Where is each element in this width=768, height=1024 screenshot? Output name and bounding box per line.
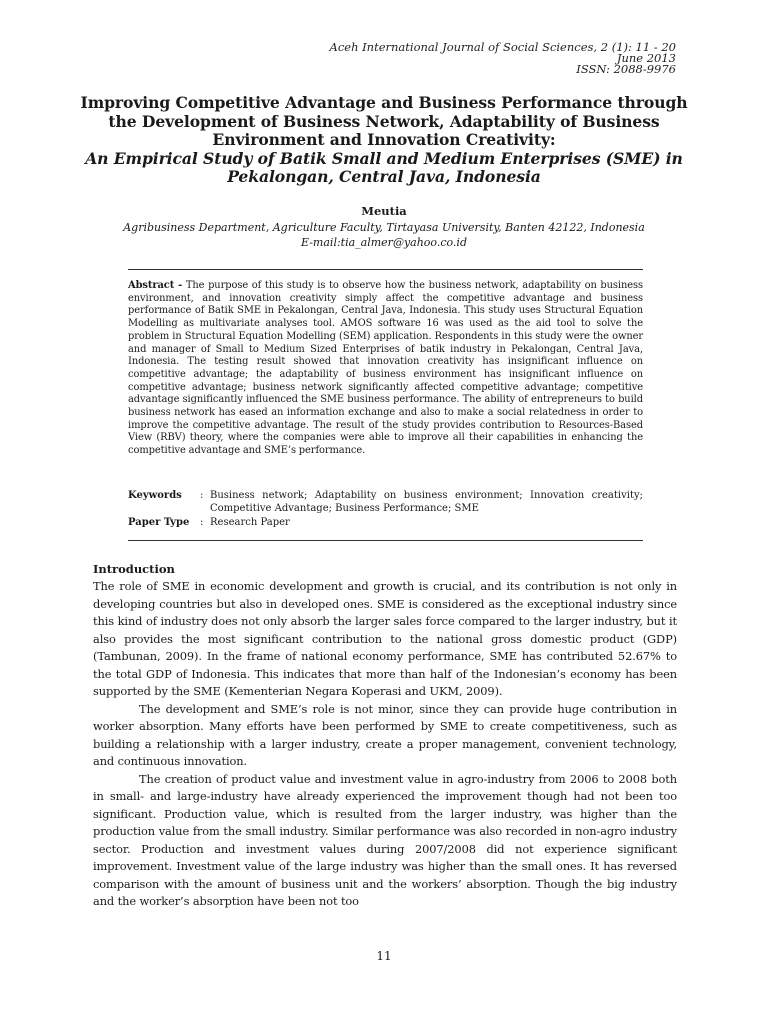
paragraph: The development and SME’s role is not minor, since they can provide huge contribution in worker absorption. Many efforts have been performed by SME to create competitiveness, such as building a relationship with a larger industry, create a proper management, convenient technology, and continuous innovation.	[93, 701, 677, 768]
paper-type-label: Paper Type	[128, 517, 190, 528]
page-number: 11	[376, 949, 392, 963]
introduction-heading: Introduction	[93, 562, 175, 576]
abstract-top-rule	[128, 269, 643, 270]
journal-date: June 2013	[616, 51, 676, 65]
author-email: E-mail:tia_almer@yahoo.co.id	[300, 236, 467, 249]
keywords-label: Keywords	[128, 490, 182, 501]
journal-header	[330, 42, 676, 75]
paragraph: The role of SME in economic development and growth is crucial, and its contribution is not only in developing countries but also in developed ones. SME is considered as the exceptional industry since this kind of industry does not only absorb the larger sales force compared to the larger industry, but it also provides the most significant contribution to the national gross domestic product (GDP) (Tambunan, 2009). In the frame of national economy performance, SME has contributed 52.67% to the total GDP of Indonesia. This indicates that more than half of the Indonesian’s economy has been supported by the SME (Kementerian Negara Koperasi and UKM, 2009).	[93, 579, 677, 698]
introduction-body	[93, 578, 677, 911]
title-block	[70, 94, 698, 187]
journal-issn: ISSN: 2088-9976	[576, 62, 676, 76]
paper-subtitle: An Empirical Study of Batik Small and Medium Enterprises (SME) in Pekalongan, Central Java, Indonesia	[85, 148, 683, 187]
keywords-value: Business network; Adaptability on business environment; Innovation creativity; Competitive Advantage; Business Performance; SME	[210, 490, 643, 514]
abstract-text: The purpose of this study is to observe how the business network, adaptability on business environment, and innovation creativity simply affect the competitive advantage and business performance of Batik SME in Pekalongan, Central Java, Indonesia. This study uses Structural Equation Modelling as multivariate analyses tool. AMOS software 16 was used as the aid tool to solve the problem in Structural Equation Modelling (SEM) application. Respondents in this study were the owner and manager of Small to Medium Sized Enterprises of batik industry in Pekalongan, Central Java, Indonesia. The testing result showed that innovation creativity has insignificant influence on competitive advantage; the adaptability of business environment has insignificant influence on competitive advantage; business network significantly affected competitive advantage; competitive advantage significantly influenced the SME business performance. The ability of entrepreneurs to build business network has eased an information exchange and also to make a social relatedness in order to improve the competitive advantage. The result of the study provides contribution to Resources-Based View (RBV) theory, where the companies were able to improve all their capabilities in enhancing the competitive advantage and SME’s performance.	[128, 280, 643, 457]
abstract-bottom-rule	[128, 540, 643, 541]
paper-type-value: Research Paper	[210, 517, 290, 528]
abstract	[128, 280, 643, 458]
author-affiliation: Agribusiness Department, Agriculture Faculty, Tirtayasa University, Banten 42122, Indonesia	[123, 221, 645, 234]
paper-type-row	[128, 517, 643, 530]
journal-citation: Aceh International Journal of Social Sciences, 2 (1): 11 - 20	[329, 40, 676, 54]
abstract-label: Abstract -	[128, 280, 183, 291]
author-name: Meutia	[361, 204, 407, 218]
keywords-row	[128, 490, 643, 515]
paragraph: The creation of product value and investment value in agro-industry from 2006 to 2008 both in small- and large-industry have already experienced the improvement though had not been too significant. Production value, which is resulted from the larger industry, was higher than the production value from the small industry. Similar performance was also recorded in non-agro industry sector. Production and investment values during 2007/2008 did not experience significant improvement. Investment value of the large industry was higher than the small ones. It has reversed comparison with the amount of business unit and the workers’ absorption. Though the big industry and the worker’s absorption have been not too	[93, 771, 677, 908]
keywords-separator: :	[200, 490, 204, 501]
paper-title: Improving Competitive Advantage and Business Performance through the Development of Business Network, Adaptability of Business Environment and Innovation Creativity:	[80, 93, 688, 150]
paper-type-separator: :	[200, 517, 204, 528]
